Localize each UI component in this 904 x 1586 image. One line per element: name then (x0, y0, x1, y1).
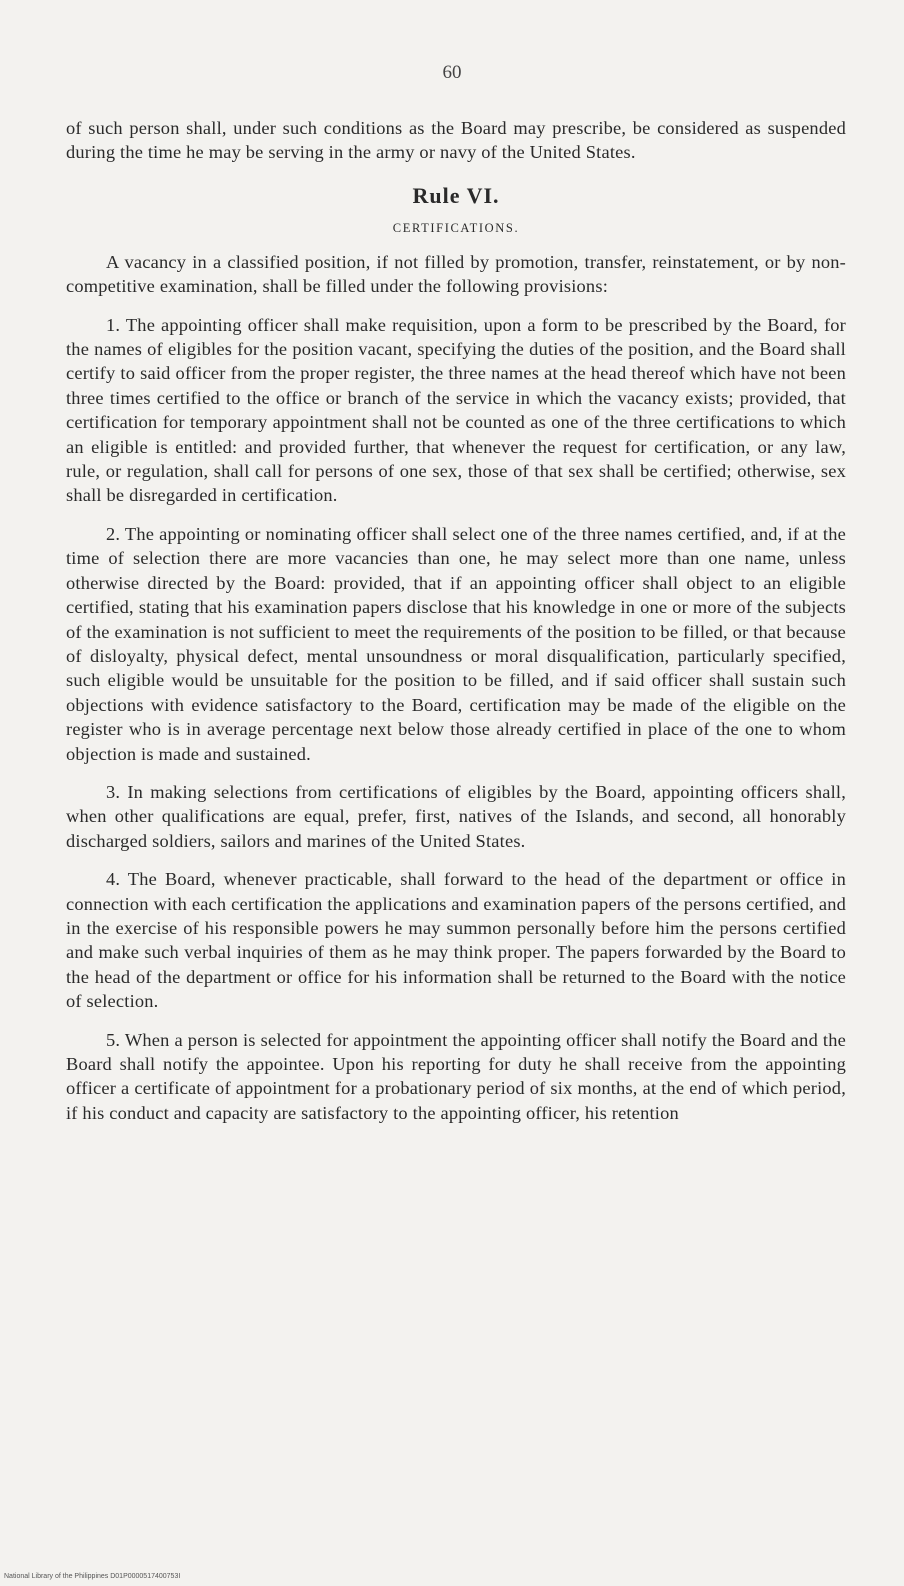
rule-subtitle: CERTIFICATIONS. (392, 220, 520, 235)
paragraph-1: 1. The appointing officer shall make requisition, upon a form to be prescribed by the Board, for the names of eligibles for the position vacant, specifying the duties of the position, and the Board shall certify to said officer from the proper register, the three names at the head thereof which have not been three times certified to the office or branch of the service in which the vacancy exists; provided, that certification for temporary appointment shall not be counted as one of the three certifications to which an eligible is entitled: and provided further, that whenever the request for certification, or any law, rule, or regulation, shall call for persons of one sex, those of that sex shall be certified; otherwise, sex shall be disregarded in certification. (66, 314, 846, 506)
rule-title: Rule VI. (412, 182, 500, 208)
page-body (66, 116, 846, 1139)
paragraph-5: 5. When a person is selected for appointment the appointing officer shall notify the Board and the Board shall notify the appointee. Upon his reporting for duty he shall receive from the appointing officer a certificate of appointment for a probationary period of six months, at the end of which period, if his conduct and capacity are satisfactory to the appointing officer, his retention (66, 1029, 846, 1123)
intro-paragraph: of such person shall, under such conditions as the Board may prescribe, be considered as suspended during the time he may be serving in the army or navy of the United States. (66, 118, 846, 163)
paragraph-3: 3. In making selections from certifications of eligibles by the Board, appointing officers shall, when other qualifications are equal, prefer, first, natives of the Islands, and second, all honorably discharged soldiers, sailors and marines of the United States. (66, 781, 846, 851)
footer-watermark: National Library of the Philippines D01P0000517400753I (4, 1573, 181, 1580)
paragraph-4: 4. The Board, whenever practicable, shall forward to the head of the department or office in connection with each certification the applications and examination papers of the persons certified, and in the exercise of his responsible powers he may summon personally before him the persons certified and make such verbal inquiries of them as he may think proper. The papers forwarded by the Board to the head of the department or office for his information shall be returned to the Board with the notice of selection. (66, 869, 846, 1012)
page-number: 60 (442, 62, 462, 83)
paragraph-2: 2. The appointing or nominating officer shall select one of the three names certified, and, if at the time of selection there are more vacancies than one, he may select more than one name, unless otherwise directed by the Board: provided, that if an appointing officer shall object to an eligible certified, stating that his examination papers disclose that his knowledge in one or more of the subjects of the examination is not sufficient to meet the requirements of the position to be filled, or that because of disloyalty, physical defect, mental unsoundness or moral disqualification, particularly specified, such eligible would be unsuitable for the position to be filled, and if said officer shall sustain such objections with evidence satisfactory to the Board, certification may be made of the eligible on the register who is in average percentage next below those already certified in place of the one to whom objection is made and sustained. (66, 523, 846, 764)
paragraph-vacancy: A vacancy in a classified position, if not filled by promotion, transfer, reinstatement, or by non-competitive examination, shall be filled under the following provisions: (66, 251, 846, 297)
